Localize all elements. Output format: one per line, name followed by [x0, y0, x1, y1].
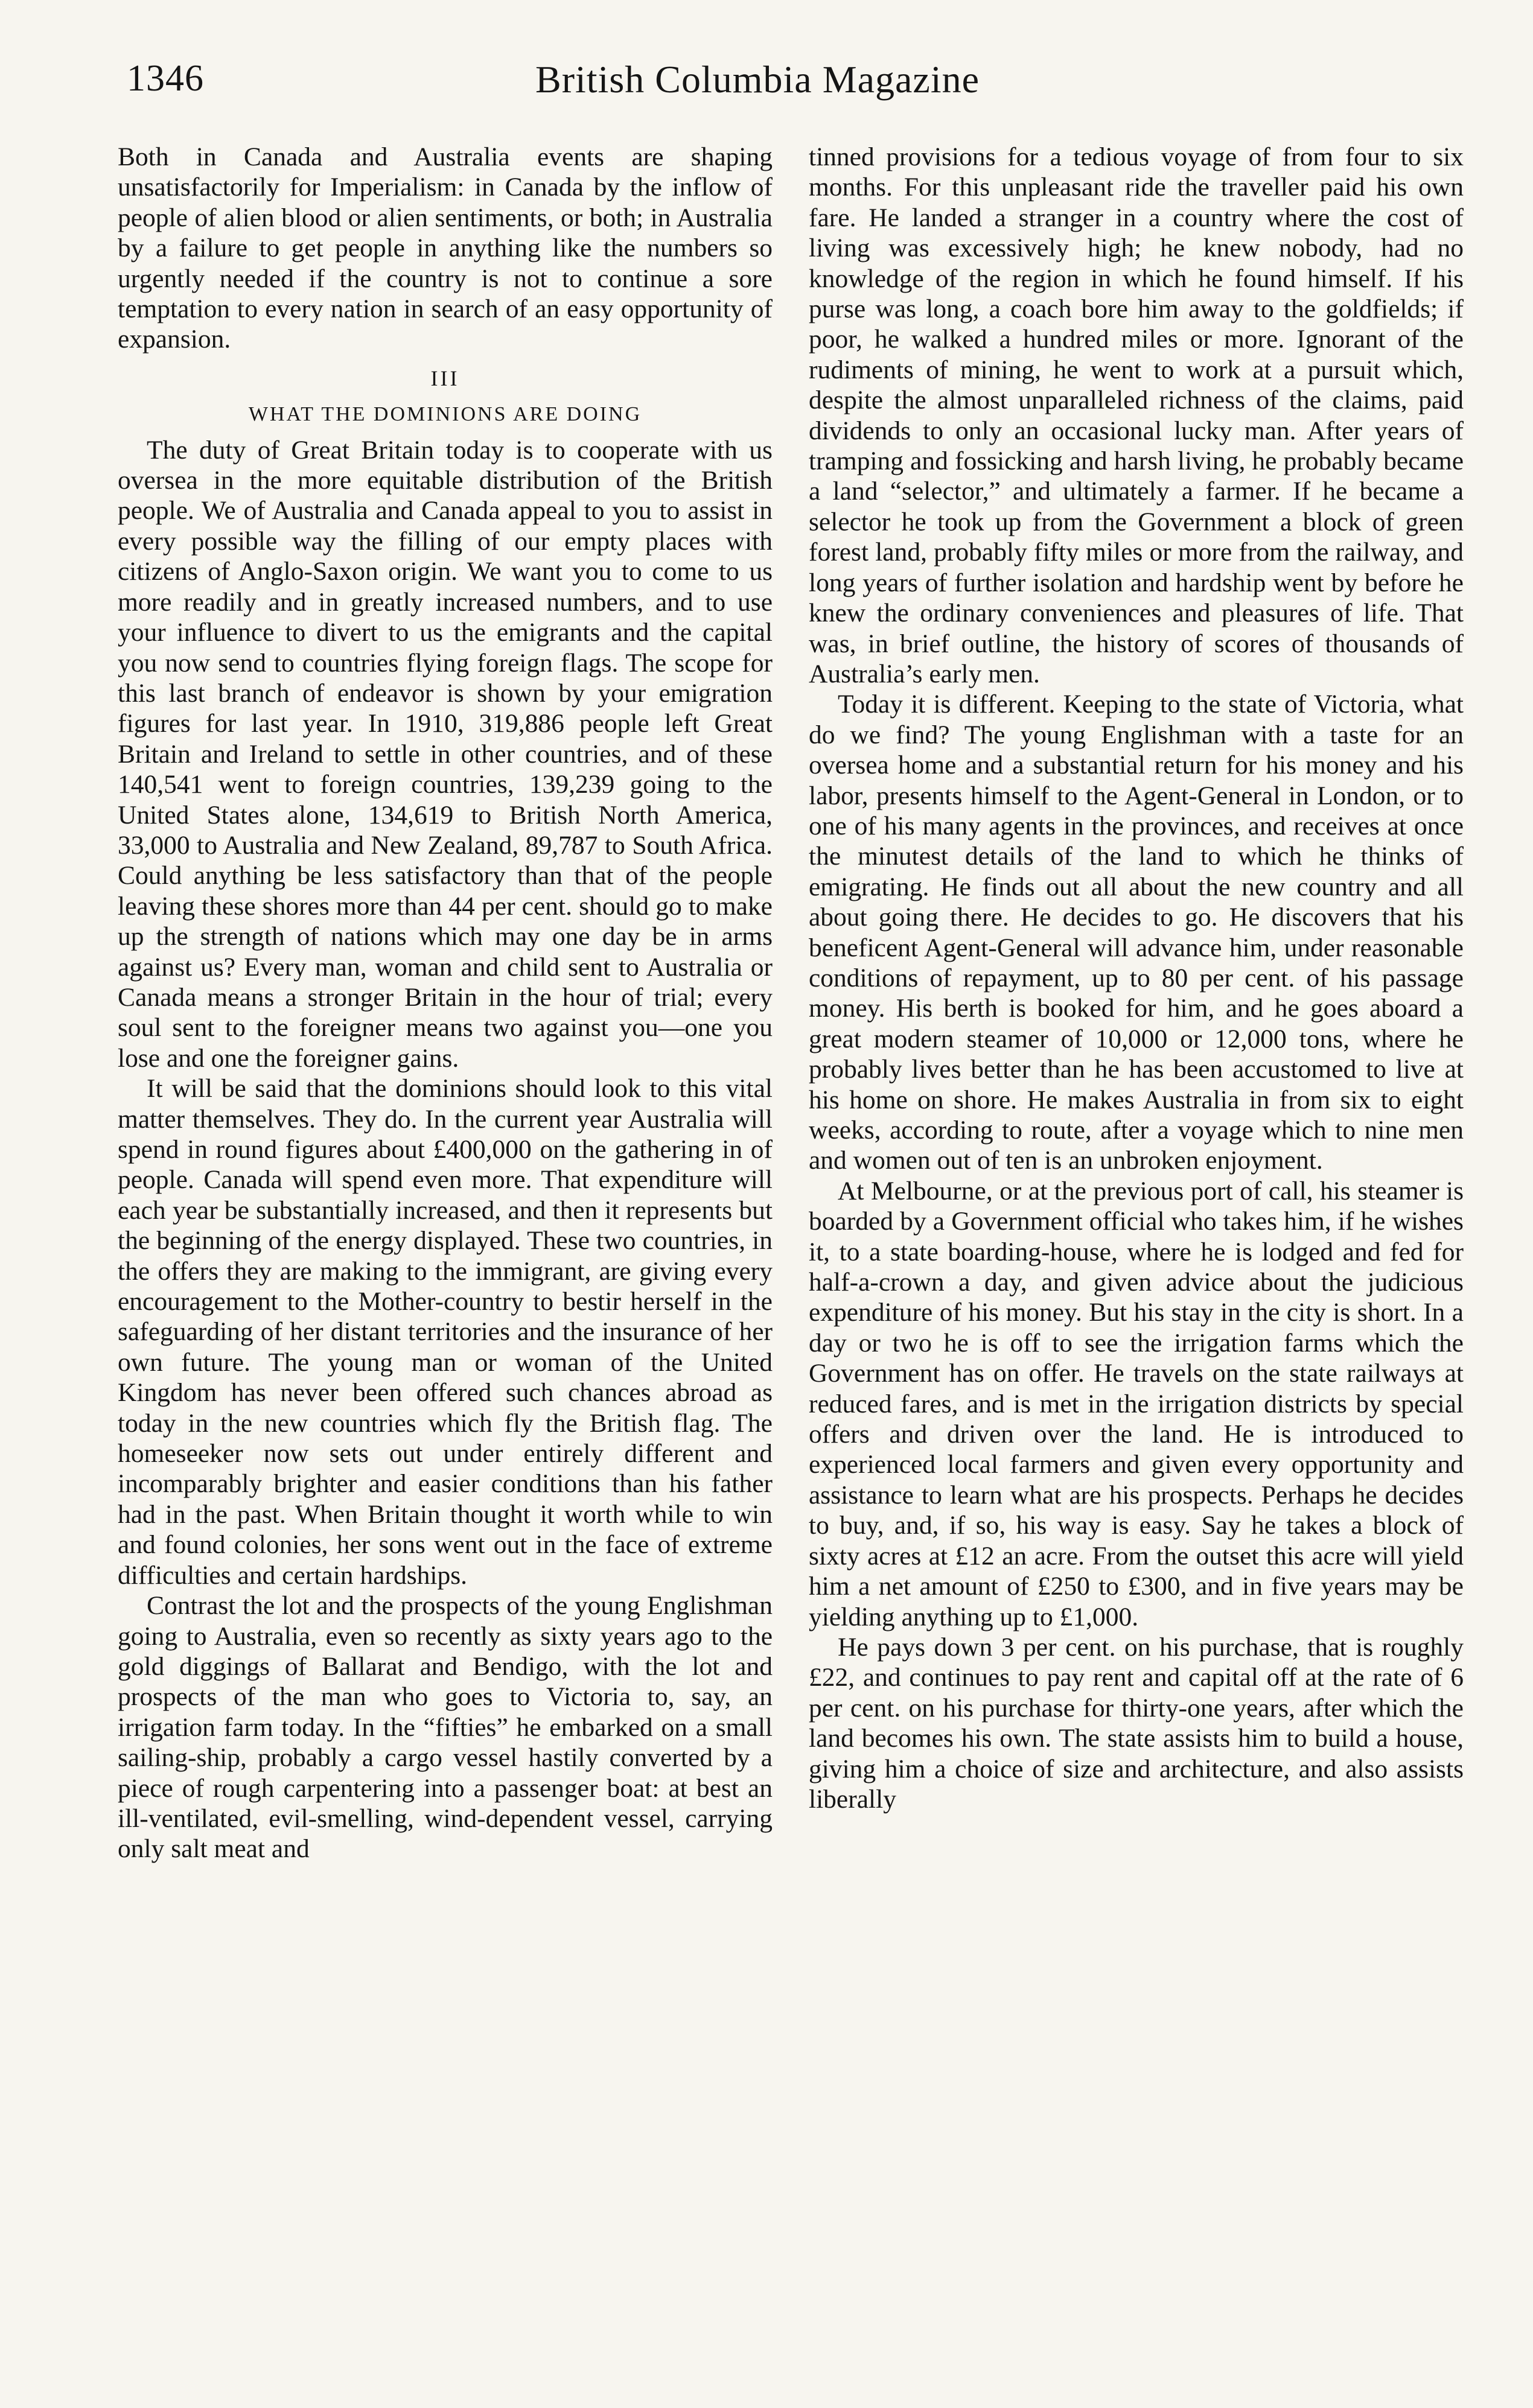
- paragraph: The duty of Great Britain today is to cooperate with us oversea in the more equitable distribution of the British people. We of Australia and Canada appeal to you to assist in every possible way the filling of our empty places with citizens of Anglo-Saxon origin. We want you to come to us more readily and in greatly increased numbers, and to use your influence to divert to us the emigrants and the capital you now send to countries flying foreign flags. The scope for this last branch of endeavor is shown by your emigration figures for last year. In 1910, 319,886 people left Great Britain and Ireland to settle in other countries, and of these 140,541 went to foreign countries, 139,239 going to the United States alone, 134,619 to British North America, 33,000 to Australia and New Zealand, 89,787 to South Africa. Could anything be less satisfactory than that of the people leaving these shores more than 44 per cent. should go to make up the strength of nations which may one day be in arms against us? Every man, woman and child sent to Australia or Canada means a stronger Britain in the hour of trial; every soul sent to the foreigner means two against you—one you lose and one the foreigner gains.: [118, 435, 773, 1073]
- paragraph: Today it is different. Keeping to the state of Victoria, what do we find? The young Englishman with a taste for an oversea home and a substantial return for his money and his labor, presents himself to the Agent-General in London, or to one of his many agents in the provinces, and receives at once the minutest details of the land to which he thinks of emigrating. He finds out all about the new country and all about going there. He decides to go. He discovers that his beneficent Agent-General will advance him, under reasonable conditions of repayment, up to 80 per cent. of his passage money. His berth is booked for him, and he goes aboard a great modern steamer of 10,000 or 12,000 tons, where he probably lives better than he has been accustomed to live at his home on shore. He makes Australia in from six to eight weeks, according to route, after a voyage which to nine men and women out of ten is an unbroken enjoyment.: [809, 690, 1464, 1175]
- page-number: 1346: [127, 58, 204, 99]
- paragraph: He pays down 3 per cent. on his purchase, that is roughly £22, and continues to pay rent and capital off at the rate of 6 per cent. on his purchase for thirty-one years, after which the land becomes his own. The state assists him to build a house, giving him a choice of size and architecture, and also assists liberally: [809, 1632, 1464, 1814]
- paragraph: At Melbourne, or at the previous port of call, his steamer is boarded by a Government official who takes him, if he wishes it, to a state boarding-house, where he is lodged and fed for half-a-crown a day, and given advice about the judicious expenditure of his money. But his stay in the city is short. In a day or two he is off to see the irrigation farms which the Government has on offer. He travels on the state railways at reduced fares, and is met in the irrigation districts by special offers and driven over the land. He is introduced to experienced local farmers and given every opportunity and assistance to learn what are his prospects. Perhaps he decides to buy, and, if so, his way is easy. Say he takes a block of sixty acres at £12 an acre. From the outset this acre will yield him a net amount of £250 to £300, and in five years may be yielding anything up to £1,000.: [809, 1176, 1464, 1631]
- paragraph: tinned provisions for a tedious voyage of from four to six months. For this unpleasant ride the traveller paid his own fare. He landed a stranger in a country where the cost of living was excessively high; he knew nobody, had no knowledge of the region in which he found himself. If his purse was long, a coach bore him away to the goldfields; if poor, he walked a hundred miles or more. Ignorant of the rudiments of mining, he went to work at a pursuit which, despite the almost unparalleled richness of the claims, paid dividends to only an occasional lucky man. After years of tramping and fossicking and harsh living, he probably became a land “selector,” and ultimately a farmer. If he became a selector he took up from the Government a block of green forest land, probably fifty miles or more from the railway, and long years of further isolation and hardship went by before he knew the ordinary conveniences and pleasures of life. That was, in brief outline, the history of scores of thousands of Australia’s early men.: [809, 142, 1464, 688]
- paragraph: It will be said that the dominions should look to this vital matter themselves. They do. In the current year Australia will spend in round figures about £400,000 on the gathering in of people. Canada will spend even more. That expenditure will each year be substantially increased, and then it represents but the beginning of the energy displayed. These two countries, in the offers they are making to the immigrant, are giving every encouragement to the Mother-country to bestir herself in the safeguarding of her distant territories and the insurance of her own future. The young man or woman of the United Kingdom has never been offered such chances abroad as today in the new countries which fly the British flag. The homeseeker now sets out under entirely different and incomparably brighter and easier conditions than his father had in the past. When Britain thought it worth while to win and found colonies, her sons went out in the face of extreme difficulties and certain hardships.: [118, 1074, 773, 1590]
- right-column: [809, 142, 1464, 1814]
- left-column: [118, 142, 773, 1864]
- running-title: British Columbia Magazine: [535, 58, 980, 101]
- paragraph: Contrast the lot and the prospects of the young Englishman going to Australia, even so recently as sixty years ago to the gold diggings of Ballarat and Bendigo, with the lot and prospects of the man who goes to Victoria to, say, an irrigation farm today. In the “fifties” he embarked on a small sailing-ship, probably a cargo vessel hastily converted by a piece of rough carpentering into a passenger boat: at best an ill-ventilated, evil-smelling, wind-dependent vessel, carrying only salt meat and: [118, 1591, 773, 1864]
- paragraph: Both in Canada and Australia events are shaping unsatisfactorily for Imperialism: in Canada by the inflow of people of alien blood or alien sentiments, or both; in Australia by a failure to get people in anything like the numbers so urgently needed if the country is not to continue a sore temptation to every nation in search of an easy opportunity of expansion.: [118, 142, 773, 354]
- section-heading: WHAT THE DOMINIONS ARE DOING: [248, 403, 642, 426]
- section-numeral: III: [430, 366, 460, 390]
- page-header: [78, 57, 1436, 112]
